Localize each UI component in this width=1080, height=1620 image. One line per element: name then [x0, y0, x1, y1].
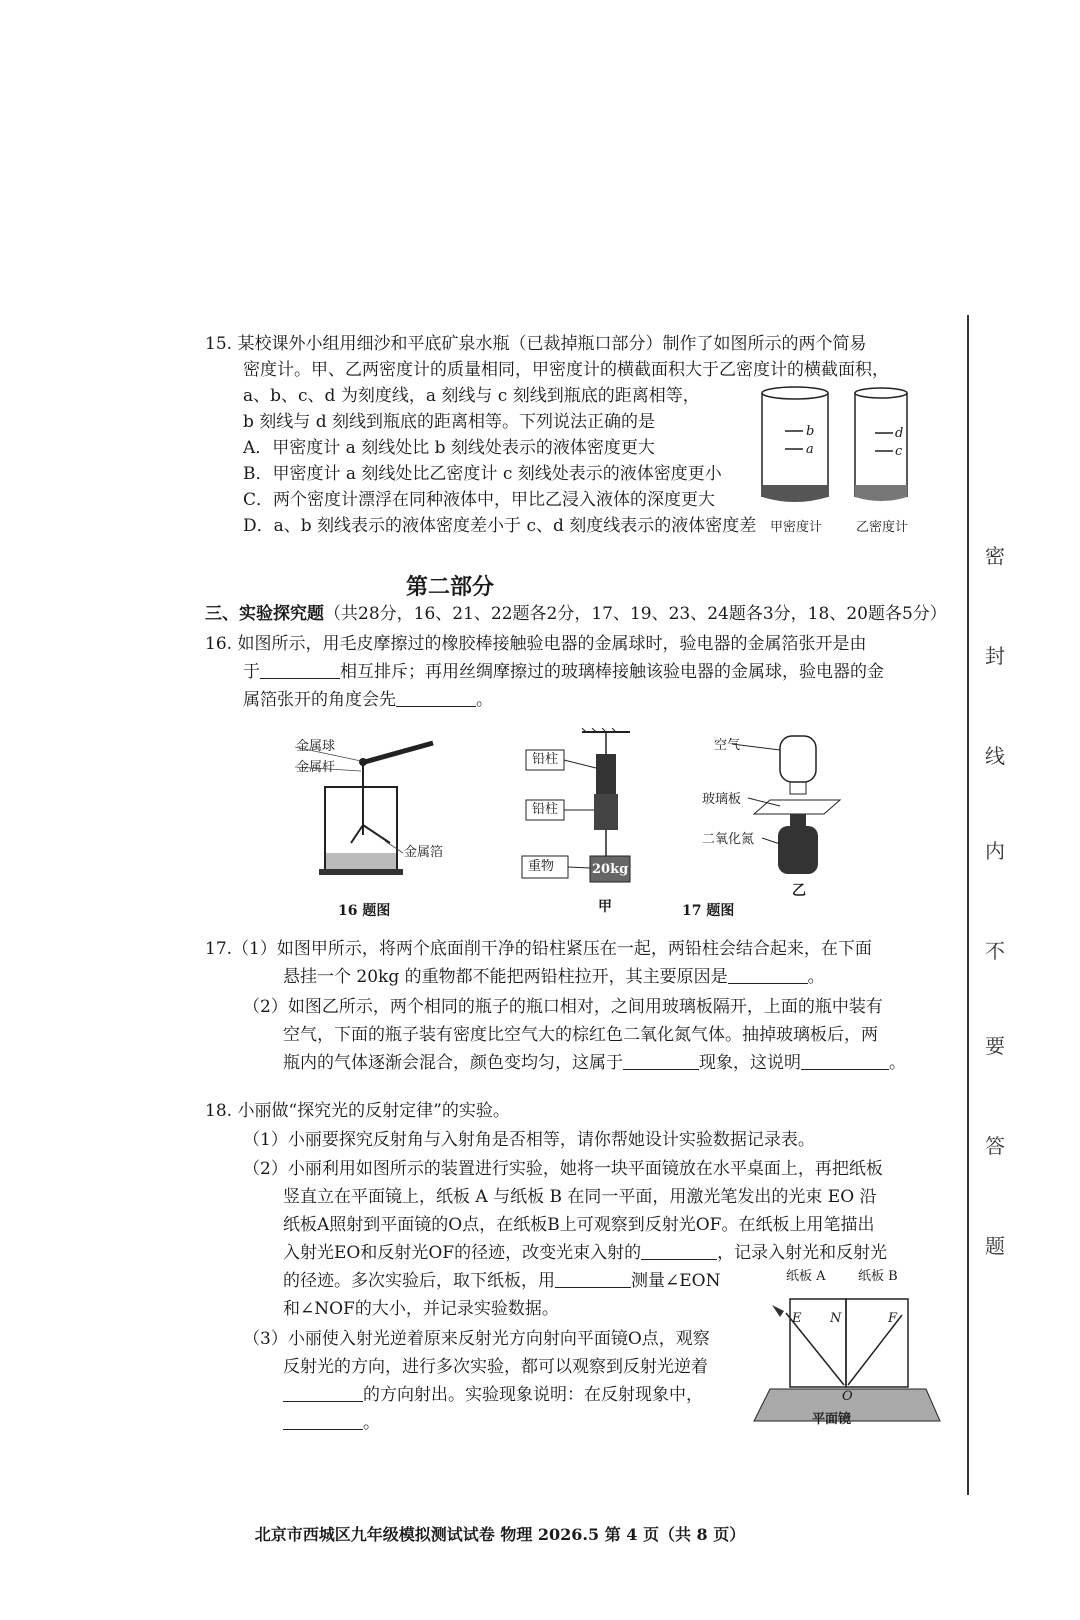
fig17-caption: 17 题图 [682, 903, 735, 919]
fig17-mass-label: 20kg [592, 862, 629, 877]
fig17-yi-label: 乙 [792, 883, 806, 899]
answer-blank[interactable] [283, 1381, 363, 1402]
fig18-E-label: E [792, 1311, 802, 1326]
fig17-air-label: 空气 [714, 738, 741, 753]
q18-line [283, 1267, 720, 1295]
q17-text: 现象，这说明 [699, 1053, 801, 1073]
fig18-boardA-label: 纸板 A [786, 1269, 826, 1284]
q16-text: 相互排斥；再用丝绸摩擦过的玻璃棒接触该验电器的金属球，验电器的金 [340, 662, 884, 682]
q15-option-d: D．a、b 刻线表示的液体密度差小于 c、d 刻度线表示的液体密度差 [243, 516, 757, 536]
seal-char: 不 [985, 939, 1005, 963]
q17-line: 17.（1）如图甲所示，将两个底面削干净的铅柱紧压在一起，两铅柱会结合起来，在下面 [205, 939, 872, 959]
mark-d: d [895, 426, 904, 441]
fig18-mirror-label: 平面镜 [812, 1412, 852, 1427]
q18-line: 和∠NOF的大小，并记录实验数据。 [283, 1299, 559, 1319]
q18-line [283, 1381, 703, 1409]
q17-line: 空气，下面的瓶子装有密度比空气大的棕红色二氧化氮气体。抽掉玻璃板后，两 [283, 1025, 878, 1045]
q17-text: 。 [889, 1053, 906, 1073]
q17-text: 瓶内的气体逐渐会混合，颜色变均匀，这属于 [283, 1053, 623, 1073]
q15-line: a、b、c、d 为刻度线，a 刻线与 c 刻线到瓶底的距离相等， [243, 386, 700, 406]
q16-line [243, 686, 493, 714]
answer-blank[interactable] [260, 658, 340, 679]
seal-char: 线 [985, 744, 1005, 768]
q15-option-a: A．甲密度计 a 刻线处比 b 刻线处表示的液体密度更大 [243, 438, 655, 458]
q15-line: 密度计。甲、乙两密度计的质量相同，甲密度计的横截面积大于乙密度计的横截面积， [243, 360, 889, 380]
seal-char: 答 [985, 1134, 1005, 1158]
section-heading [205, 600, 947, 628]
answer-blank[interactable] [283, 1409, 363, 1430]
seal-char: 封 [985, 644, 1005, 668]
fig16-caption: 16 题图 [338, 903, 391, 919]
q18-line: 反射光的方向，进行多次实验，都可以观察到反射光逆着 [283, 1357, 708, 1377]
q18-line: 竖直立在平面镜上，纸板 A 与纸板 B 在同一平面，用激光笔发出的光束 EO 沿 [283, 1187, 877, 1207]
mark-b: b [806, 424, 815, 439]
yi-caption: 乙密度计 [856, 520, 909, 535]
fig17-jia-label: 甲 [598, 899, 612, 915]
seal-char: 密 [985, 544, 1005, 568]
q16-line [243, 658, 884, 686]
q18-text: 测量∠EON [631, 1271, 721, 1291]
q18-line: 纸板A照射到平面镜的O点，在纸板B上可观察到反射光OF。在纸板上用笔描出 [283, 1215, 875, 1235]
seal-line [962, 315, 974, 1495]
fig18-boardB-label: 纸板 B [858, 1269, 898, 1284]
q18-line: （3）小丽使入射光逆着原来反射光方向射向平面镜O点，观察 [243, 1329, 710, 1349]
answer-blank[interactable] [623, 1049, 699, 1070]
q18-text: 入射光EO和反射光OF的径迹，改变光束入射的 [283, 1243, 642, 1263]
q18-line [283, 1409, 380, 1437]
mark-a: a [806, 442, 814, 457]
q18-line: 18. 小丽做“探究光的反射定律”的实验。 [205, 1101, 510, 1121]
q18-line: （2）小丽利用如图所示的装置进行实验，她将一块平面镜放在水平桌面上，再把纸板 [243, 1159, 883, 1179]
q17-line [283, 1049, 906, 1077]
gas-bottles-figure [700, 730, 860, 890]
q18-text: ，记录入射光和反射光 [717, 1243, 888, 1263]
q16-text: 。 [476, 690, 493, 710]
fig17-lead1-label: 铅柱 [532, 752, 559, 767]
jia-caption: 甲密度计 [770, 520, 823, 535]
answer-blank[interactable] [728, 963, 808, 984]
section-heading-label: 三、实验探究题 [205, 604, 324, 624]
fig17-weight-label: 重物 [528, 859, 555, 874]
page-footer: 北京市西城区九年级模拟测试试卷 物理 2026.5 第 4 页（共 8 页） [254, 1525, 746, 1544]
fig17-no2-label: 二氧化氮 [702, 832, 755, 847]
fig18-F-label: F [888, 1311, 898, 1326]
q18-text: 的方向射出。实验现象说明：在反射现象中， [363, 1385, 703, 1405]
q16-text: 属箔张开的角度会先 [243, 690, 396, 710]
fig17-lead2-label: 铅柱 [532, 802, 559, 817]
fig18-N-label: N [830, 1311, 842, 1326]
q15-line: 15. 某校课外小组用细沙和平底矿泉水瓶（已裁掉瓶口部分）制作了如图所示的两个简易 [205, 334, 867, 354]
fig16-foil-label: 金属箔 [404, 845, 444, 860]
q17-line [283, 963, 825, 991]
mark-c: c [895, 444, 903, 459]
q16-line: 16. 如图所示，用毛皮摩擦过的橡胶棒接触验电器的金属球时，验电器的金属箔张开是由 [205, 634, 867, 654]
q18-text: 。 [363, 1413, 380, 1433]
fig18-O-label: O [842, 1389, 853, 1404]
q15-option-b: B．甲密度计 a 刻线处比乙密度计 c 刻线处表示的液体密度更小 [243, 464, 722, 484]
q17-text: 悬挂一个 20kg 的重物都不能把两铅柱拉开，其主要原因是 [283, 967, 728, 987]
q17-line: （2）如图乙所示，两个相同的瓶子的瓶口相对，之间用玻璃板隔开，上面的瓶中装有 [243, 997, 883, 1017]
jia-meter [762, 387, 828, 502]
electroscope-figure [295, 735, 455, 885]
answer-blank[interactable] [641, 1239, 717, 1260]
section-heading-detail: （共28分，16、21、22题各2分，17、19、23、24题各3分，18、20题各5分） [324, 604, 947, 624]
q18-line [283, 1239, 887, 1267]
seal-char: 要 [985, 1034, 1005, 1058]
fig16-rod-label: 金属杆 [296, 760, 336, 775]
q18-text: 的径迹。多次实验后，取下纸板，用 [283, 1271, 555, 1291]
answer-blank[interactable] [801, 1049, 889, 1070]
seal-char: 内 [985, 839, 1005, 863]
answer-blank[interactable] [396, 686, 476, 707]
q15-option-c: C．两个密度计漂浮在同种液体中，甲比乙浸入液体的深度更大 [243, 490, 716, 510]
seal-char: 题 [985, 1234, 1005, 1258]
q16-text: 于 [243, 662, 260, 682]
part-title: 第二部分 [405, 575, 494, 600]
q17-text: 。 [807, 967, 825, 987]
fig17-glass-label: 玻璃板 [702, 792, 742, 807]
answer-blank[interactable] [555, 1267, 631, 1288]
q18-line: （1）小丽要探究反射角与入射角是否相等，请你帮她设计实验数据记录表。 [243, 1130, 815, 1150]
q15-line: b 刻线与 d 刻线到瓶底的距离相等。下列说法正确的是 [243, 412, 655, 432]
fig16-ball-label: 金属球 [296, 739, 336, 754]
